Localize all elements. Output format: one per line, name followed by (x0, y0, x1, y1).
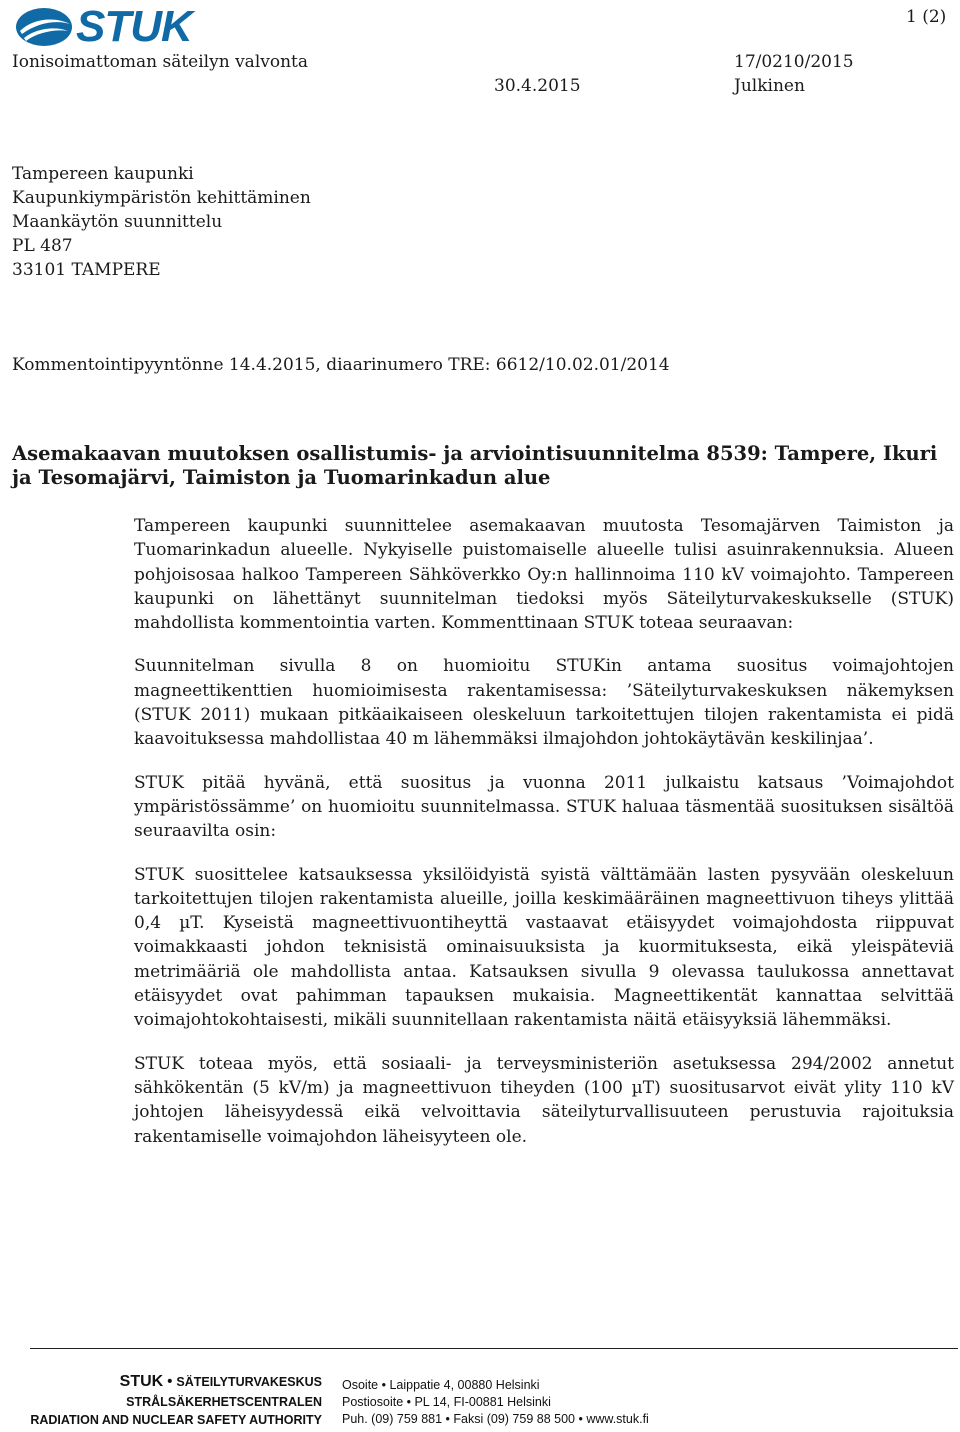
recipient-line: 33101 TAMPERE (12, 260, 161, 280)
recipient-line: Kaupunkiympäristön kehittäminen (12, 188, 311, 208)
department: Ionisoimattoman säteilyn valvonta (12, 52, 309, 72)
footer-contact: Puh. (09) 759 881 • Faksi (09) 759 88 500 • www.stuk.fi (342, 1412, 649, 1426)
footer-org-en: RADIATION AND NUCLEAR SAFETY AUTHORITY (30, 1413, 322, 1427)
reference-line: Kommentointipyyntönne 14.4.2015, diaarinumero TRE: 6612/10.02.01/2014 (12, 355, 670, 375)
reference-number: 17/0210/2015 (734, 52, 854, 72)
recipient-line: PL 487 (12, 236, 73, 256)
recipient-line: Tampereen kaupunki (12, 164, 194, 184)
document-body (134, 514, 954, 1168)
footer-postal: Postiosoite • PL 14, FI-00881 Helsinki (342, 1395, 551, 1409)
footer-org-fi: SÄTEILYTURVAKESKUS (176, 1375, 322, 1389)
stuk-logo (14, 4, 200, 50)
footer-org-line (120, 1372, 322, 1392)
body-paragraph: STUK toteaa myös, että sosiaali- ja terveysministeriön asetuksessa 294/2002 annetut sähkökentän (5 kV/m) ja magneettivuon tiheyden (100 µT) suositusarvot eivät ylity 110 kV johtojen läheisyydessä eikä velvoittavia säteilyturvallisuuteen perustuvia rajoituksia rakentamiselle voimajohdon läheisyyteen ole. (134, 1053, 954, 1147)
body-paragraph: Tampereen kaupunki suunnittelee asemakaavan muutosta Tesomajärven Taimiston ja Tuomarinkadun alueelle. Nykyiselle puistomaiselle alueelle tulisi asuinrakennuksia. Alueen pohjoisosaa halkoo Tampereen Sähköverkko Oy:n hallinnoima 110 kV voimajohto. Tampereen kaupunki on lähettänyt suunnitelman tiedoksi myös Säteilyturvakeskukselle (STUK) mahdollista kommentointia varten. Kommenttinaan STUK toteaa seuraavan: (134, 516, 954, 634)
document-date: 30.4.2015 (494, 76, 581, 96)
body-paragraph: STUK suosittelee katsauksessa yksilöidyistä syistä välttämään lasten pysyvään oleskeluun tarkoitettujen tilojen rakentamista alueille, joilla keskimääräinen magneettivuon tiheys ylittää 0,4 µT. Kyseistä magneettivuontiheyttä vastaavat etäisyydet voimajohdosta riippuvat voimakkaasti johdon teknisistä ominaisuuksista ja kuormituksesta, eikä yleispäteviä metrimääriä ole mahdollista antaa. Katsauksen sivulla 9 olevassa taulukossa annettavat etäisyydet ovat pahimman tapauksen mukaisia. Magneettikentät kannattaa selvittää voimajohtokohtaisesti, mikäli suunnitellaan rakentamista näitä etäisyyksiä lähemmäksi. (134, 864, 954, 1031)
recipient-address (12, 162, 311, 282)
recipient-line: Maankäytön suunnittelu (12, 212, 223, 232)
footer-address: Osoite • Laippatie 4, 00880 Helsinki (342, 1378, 540, 1392)
logo-wordmark: STUK (76, 2, 192, 51)
footer-org-sv: STRÅLSÄKERHETSCENTRALEN (126, 1395, 322, 1409)
document-title: Asemakaavan muutoksen osallistumis- ja arviointisuunnitelma 8539: Tampere, Ikuri ja Tesomajärvi, Taimiston ja Tuomarinkadun alue (12, 442, 938, 489)
footer-bullet: • (167, 1374, 173, 1390)
body-paragraph: STUK pitää hyvänä, että suositus ja vuonna 2011 julkaistu katsaus ’Voimajohdot ympäristössämme’ on huomioitu suunnitelmassa. STUK haluaa täsmentää suosituksen sisältöä seuraavilta osin: (134, 772, 954, 842)
classification: Julkinen (734, 76, 805, 96)
body-paragraph: Suunnitelman sivulla 8 on huomioitu STUKin antama suositus voimajohtojen magneettikenttien huomioimisesta rakentamisessa: ’Säteilyturvakeskuksen näkemyksen (STUK 2011) mukaan pitkäaikaiseen oleskeluun tarkoitettujen tilojen rakentamista ei pidä kaavoituksessa mahdollistaa 40 m lähemmäksi ilmajohdon johtokäytävän keskilinjaa’. (134, 656, 954, 750)
footer-org-short: STUK (119, 1373, 164, 1390)
page-number: 1 (2) (906, 7, 947, 27)
footer-divider (30, 1348, 958, 1349)
